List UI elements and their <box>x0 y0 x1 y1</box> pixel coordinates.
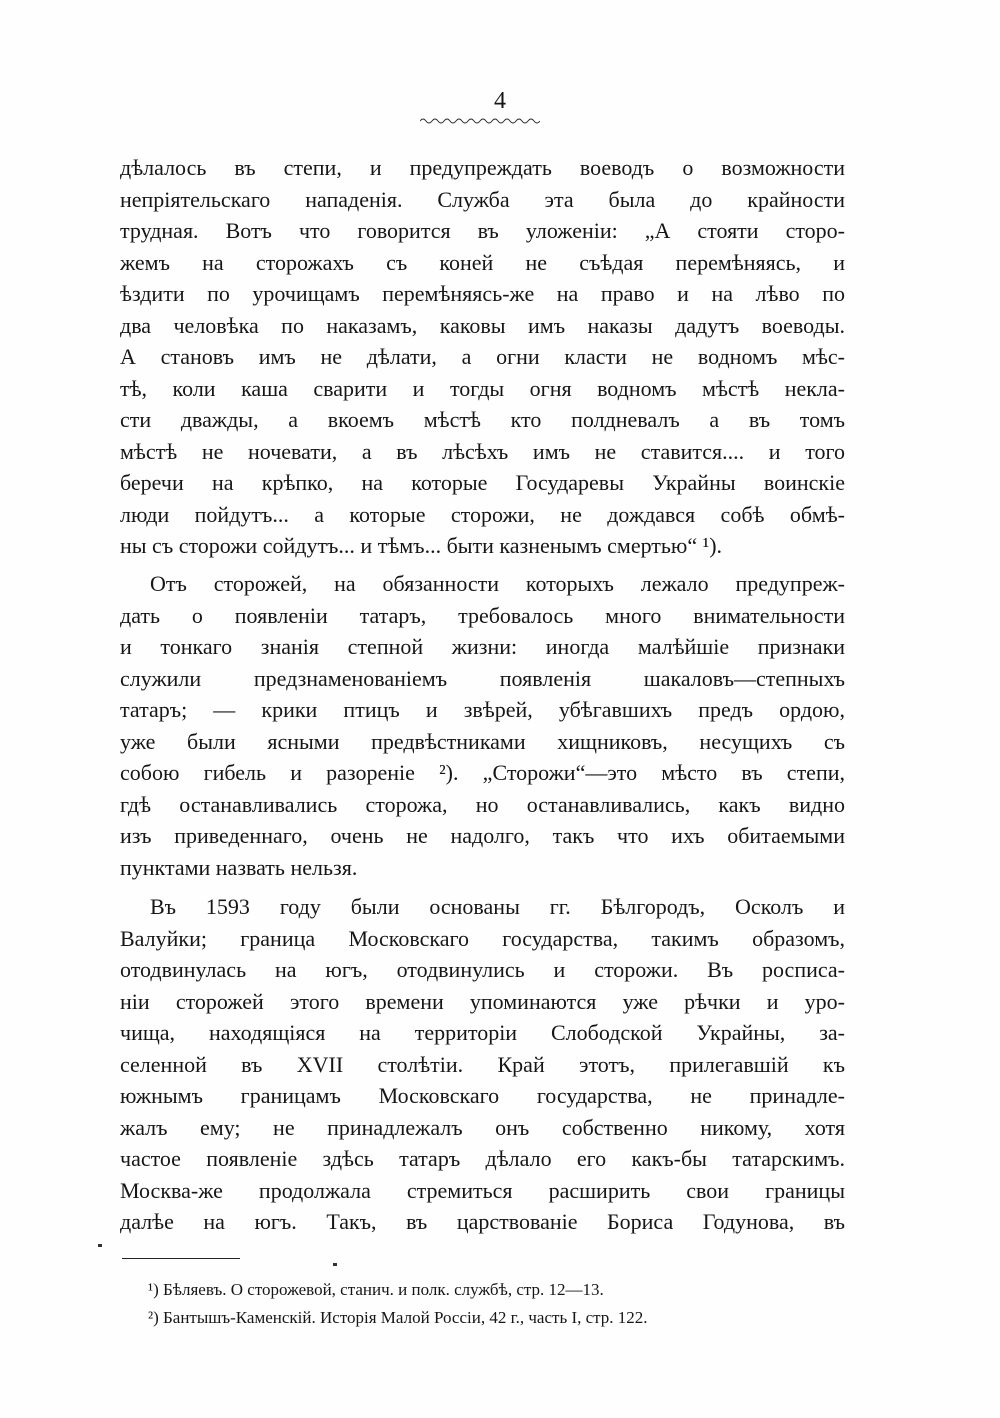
speck <box>333 1263 337 1266</box>
text-line: люди пойдутъ... а которые сторожи, не дождався собѣ обмѣ- <box>120 501 845 527</box>
text-line: и тонкаго знанія степной жизни: иногда малѣйшіе признаки <box>120 634 845 659</box>
text-line: отодвинулась на югъ, отодвинулись и сторожи. Въ росписа- <box>120 957 845 982</box>
text-line: сти дважды, а вкоемъ мѣстѣ кто полдневалъ а въ томъ <box>120 407 845 432</box>
footnote-1: ¹) Бѣляевъ. О сторожевой, станич. и полк. службѣ, стр. 12—13. <box>148 1280 604 1299</box>
text-line: пунктами назвать нельзя. <box>120 854 358 880</box>
text-line: изъ приведеннаго, очень не надолго, такъ что ихъ обитаемыми <box>120 823 845 848</box>
text-line: Москва-же продолжала стремиться расширить свои границы <box>120 1177 845 1203</box>
text-line: собою гибель и разореніе ²). „Сторожи“—это мѣсто въ степи, <box>120 760 845 785</box>
text-line: А становъ имъ не дѣлати, а огни класти не водномъ мѣс- <box>120 344 845 369</box>
text-line: частое появленіе здѣсь татаръ дѣлало его какъ-бы татарскимъ. <box>120 1146 845 1171</box>
text-line: дѣлалось въ степи, и предупреждать воеводъ о возможности <box>120 155 845 180</box>
text-line: мѣстѣ не ночевати, а въ лѣсѣхъ имъ не ставится.... и того <box>120 438 845 464</box>
text-line: Валуйки; граница Московскаго государства, такимъ образомъ, <box>120 925 845 951</box>
text-line: далѣе на югъ. Такъ, въ царствованіе Бориса Годунова, въ <box>120 1209 845 1234</box>
text-line: гдѣ останавливались сторожа, но останавливались, какъ видно <box>120 791 845 817</box>
paragraph-3 <box>120 891 845 1238</box>
text-line: уже были ясными предвѣстниками хищниковъ, несущихъ съ <box>120 728 845 754</box>
text-line: трудная. Вотъ что говорится въ уложеніи: „А стояти сторо- <box>120 218 845 243</box>
text-line: чища, находящіяся на территоріи Слободской Украйны, за- <box>120 1020 845 1045</box>
text-line: дать о появленіи татаръ, требовалось много внимательности <box>120 602 845 628</box>
text-line: жалъ ему; не принадлежалъ онъ собственно никому, хотя <box>120 1114 845 1140</box>
text-line: татаръ; — крики птицъ и звѣрей, убѣгавшихъ предъ ордою, <box>120 697 845 722</box>
text-line: непріятельскаго нападенія. Служба эта была до крайности <box>120 186 845 212</box>
text-line: жемъ на сторожахъ съ коней не съѣдая перемѣняясь, и <box>120 249 845 275</box>
text-line: Въ 1593 году были основаны гг. Бѣлгородъ, Осколъ и <box>150 894 845 919</box>
text-line: ѣздити по урочищамъ перемѣняясь-же на право и на лѣво по <box>120 281 845 306</box>
page-number: 4 <box>494 88 506 114</box>
speck <box>98 1244 102 1247</box>
text-line: южнымъ границамъ Московскаго государства, не принадле- <box>120 1083 845 1108</box>
text-line: ны съ сторожи сойдутъ... и тѣмъ... быти казненымъ смертью“ ¹). <box>120 533 723 558</box>
paragraph-2 <box>120 568 845 883</box>
text-line: Отъ сторожей, на обязанности которыхъ лежало предупреж- <box>150 571 845 596</box>
paragraph-1 <box>120 152 845 562</box>
text-line: селенной въ XVII столѣтіи. Край этотъ, прилегавшій къ <box>120 1051 845 1077</box>
text-line: два человѣка по наказамъ, каковы имъ наказы дадутъ воеводы. <box>120 312 845 338</box>
footnote-2: ²) Бантышъ-Каменскій. Исторія Малой Россіи, 42 г., часть I, стр. 122. <box>148 1308 648 1327</box>
text-line: служили предзнаменованіемъ появленія шакаловъ—степныхъ <box>120 665 845 691</box>
text-line: тѣ, коли каша сварити и тогды огня водномъ мѣстѣ некла- <box>120 375 845 401</box>
text-line: беречи на крѣпко, на которые Государевы Украйны воинскіе <box>120 470 845 495</box>
wavy-ornament <box>420 117 540 125</box>
footnote-rule <box>122 1258 240 1259</box>
text-line: ніи сторожей этого времени упоминаются уже рѣчки и уро- <box>120 988 845 1014</box>
